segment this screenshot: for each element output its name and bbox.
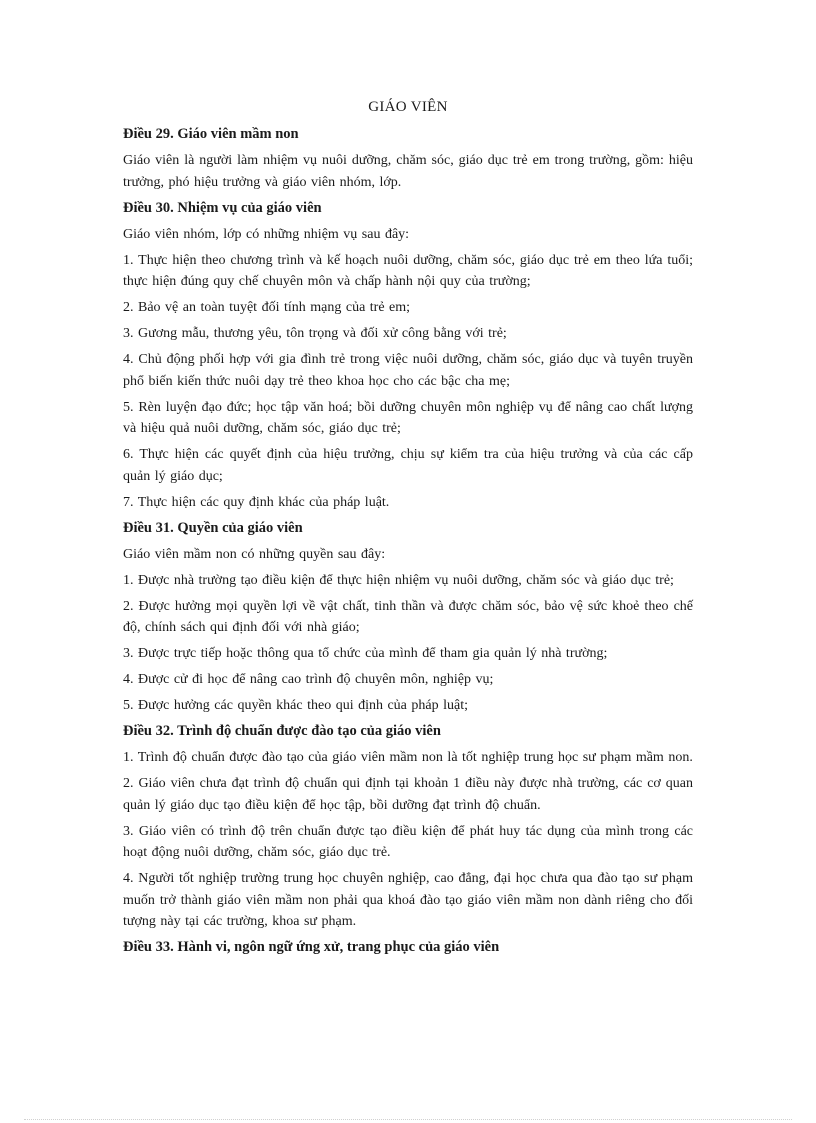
paragraph: Giáo viên mầm non có những quyền sau đây: (123, 546, 386, 562)
section-heading: Điều 30. Nhiệm vụ của giáo viên (123, 199, 322, 216)
paragraph: Giáo viên là người làm nhiệm vụ nuôi dưỡng, chăm sóc, giáo dục trẻ em trong trường, gồm: hiệu trưởng, phó hiệu trưởng và giáo viên nhóm, lớp. (123, 153, 693, 190)
paragraph: 3. Giáo viên có trình độ trên chuẩn được tạo điều kiện để phát huy tác dụng của mình trong các hoạt động nuôi dưỡng, chăm sóc, giáo dục trẻ. (123, 823, 693, 860)
section-heading: Điều 33. Hành vi, ngôn ngữ ứng xử, trang phục của giáo viên (123, 939, 500, 955)
paragraph: 5. Rèn luyện đạo đức; học tập văn hoá; bồi dưỡng chuyên môn nghiệp vụ để nâng cao chất lượng và hiệu quả nuôi dưỡng, chăm sóc, giáo dục trẻ; (123, 399, 693, 436)
section-dieu-31 (123, 518, 693, 717)
section-dieu-29 (123, 124, 693, 193)
document-page (123, 96, 693, 963)
section-dieu-32 (123, 721, 693, 933)
paragraph: 3. Được trực tiếp hoặc thông qua tổ chức của mình để tham gia quản lý nhà trường; (123, 646, 608, 661)
paragraph: 1. Thực hiện theo chương trình và kế hoạch nuôi dưỡng, chăm sóc, giáo dục trẻ em theo lứa tuổi; thực hiện đúng quy chế chuyên môn và chấp hành nội quy của trường; (123, 252, 693, 289)
paragraph: 4. Được cử đi học để nâng cao trình độ chuyên môn, nghiệp vụ; (123, 672, 494, 687)
paragraph: 4. Người tốt nghiệp trường trung học chuyên nghiệp, cao đẳng, đại học chưa qua đào tạo sư phạm muốn trở thành giáo viên mầm non phải qua khoá đào tạo giáo viên mầm non dành riêng cho đối tượng này tại các trường, khoa sư phạm. (123, 871, 693, 929)
section-heading: Điều 29. Giáo viên mầm non (123, 126, 299, 142)
document-title: GIÁO VIÊN (368, 99, 448, 115)
paragraph: 1. Được nhà trường tạo điều kiện để thực hiện nhiệm vụ nuôi dưỡng, chăm sóc và giáo dục trẻ; (123, 572, 674, 588)
paragraph: Giáo viên nhóm, lớp có những nhiệm vụ sau đây: (123, 226, 410, 242)
paragraph: 2. Bảo vệ an toàn tuyệt đối tính mạng của trẻ em; (123, 300, 411, 315)
paragraph: 3. Gương mẫu, thương yêu, tôn trọng và đối xử công bằng với trẻ; (123, 326, 507, 341)
section-heading: Điều 32. Trình độ chuẩn được đào tạo của giáo viên (123, 723, 441, 739)
paragraph: 4. Chủ động phối hợp với gia đình trẻ trong việc nuôi dưỡng, chăm sóc, giáo dục và tuyên truyền phổ biến kiến thức nuôi dạy trẻ theo khoa học cho các bậc cha mẹ; (123, 352, 693, 389)
section-dieu-30 (123, 198, 693, 514)
page-bottom-divider (24, 1119, 792, 1120)
paragraph: 2. Giáo viên chưa đạt trình độ chuẩn qui định tại khoản 1 điều này được nhà trường, các cơ quan quản lý giáo dục tạo điều kiện để học tập, bồi dưỡng đạt trình độ chuẩn. (123, 776, 693, 813)
paragraph: 5. Được hưởng các quyền khác theo qui định của pháp luật; (123, 698, 468, 713)
paragraph: 7. Thực hiện các quy định khác của pháp luật. (123, 494, 390, 510)
paragraph: 1. Trình độ chuẩn được đào tạo của giáo viên mầm non là tốt nghiệp trung học sư phạm mầm non. (123, 750, 693, 765)
paragraph: 6. Thực hiện các quyết định của hiệu trưởng, chịu sự kiểm tra của hiệu trưởng và của các cấp quản lý giáo dục; (123, 447, 693, 484)
section-heading: Điều 31. Quyền của giáo viên (123, 519, 303, 536)
paragraph: 2. Được hưởng mọi quyền lợi về vật chất, tinh thần và được chăm sóc, bảo vệ sức khoẻ theo chế độ, chính sách qui định đối với nhà giáo; (123, 598, 693, 635)
section-dieu-33 (123, 937, 693, 958)
